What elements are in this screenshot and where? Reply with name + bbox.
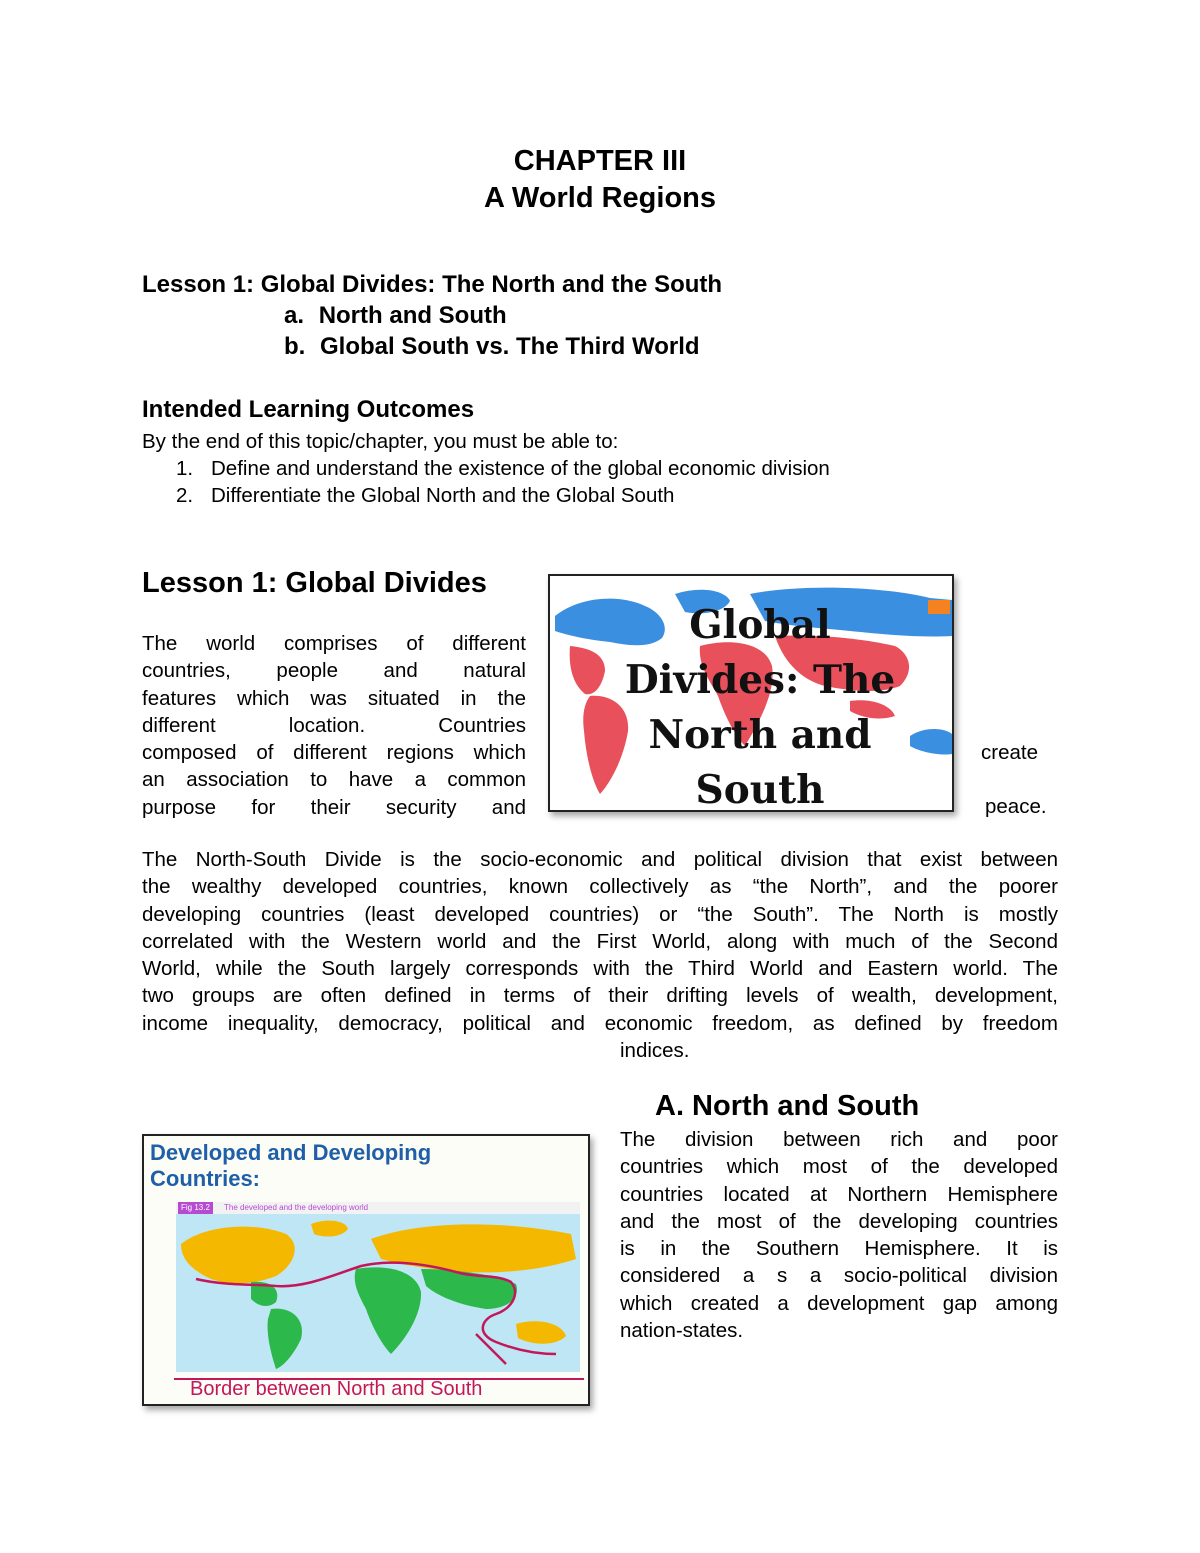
fig-title-line: Global: [689, 602, 831, 648]
item-text: Global South vs. The Third World: [320, 333, 700, 360]
paragraph-line: correlated with the Western world and the First World, along with much of the Second: [142, 929, 1058, 953]
chapter-title: CHAPTER III: [513, 145, 687, 177]
paragraph-line: developing countries (least developed countries) or “the South”. The North is mostly: [142, 902, 1058, 926]
fig2-label: Fig 13.2: [178, 1202, 213, 1214]
lesson1-intro: [142, 630, 526, 821]
section-a-line: nation-states.: [620, 1319, 744, 1343]
lesson-overview-item-b: [284, 331, 700, 362]
item-text: Define and understand the existence of the global economic division: [211, 457, 830, 480]
section-a-line: The division between rich and poor: [620, 1128, 1058, 1151]
north-south-paragraph: [142, 846, 1058, 1037]
paragraph-line: the wealthy developed countries, known collectively as “the North”, and the poorer: [142, 875, 1058, 899]
fig2-title-line: Countries:: [150, 1166, 260, 1191]
intro-line: different location. Countries: [142, 713, 526, 737]
developed-developing-map: [176, 1214, 580, 1372]
intro-line: purpose for their security and: [142, 795, 526, 819]
lesson-overview-title: Lesson 1: Global Divides: The North and the South: [142, 271, 723, 298]
section-a-line: countries which most of the developed: [620, 1155, 1058, 1179]
item-marker: b.: [284, 333, 306, 360]
section-a-line: countries located at Northern Hemisphere: [620, 1182, 1058, 1206]
outcomes-heading: Intended Learning Outcomes: [142, 396, 475, 423]
section-a-line: and the most of the developing countries: [620, 1209, 1058, 1233]
fig-title-line: North and: [648, 712, 872, 758]
intro-line: The world comprises of different: [142, 632, 526, 655]
global-divides-title: [590, 598, 930, 812]
section-a-line: considered a s a socio-political division: [620, 1264, 1058, 1288]
item-marker: 1.: [176, 457, 194, 480]
fig2-title-line: Developed and Developing: [150, 1140, 432, 1165]
intro-tail-peace: peace.: [985, 795, 1047, 818]
paragraph-last-line: indices.: [620, 1039, 690, 1062]
fig2-map-area: [176, 1202, 580, 1372]
section-a-text: [620, 1126, 1058, 1344]
chapter-subtitle: A World Regions: [484, 182, 716, 214]
fig2-title: [150, 1140, 431, 1192]
item-text: North and South: [318, 302, 507, 329]
intro-tail-create: create: [981, 741, 1038, 764]
fig-title-line: Divides: The: [624, 657, 896, 703]
outcome-item-2: [176, 482, 675, 509]
outcome-item-1: [176, 455, 830, 482]
paragraph-line: two groups are often defined in terms of their drifting levels of wealth, development,: [142, 984, 1058, 1008]
item-marker: 2.: [176, 484, 194, 507]
paragraph-line: income inequality, democracy, political and economic freedom, as defined by freedom: [142, 1011, 1058, 1035]
intro-line: composed of different regions which: [142, 741, 526, 765]
intro-line: countries, people and natural: [142, 659, 526, 683]
intro-line: features which was situated in the: [142, 686, 526, 710]
section-a-heading: A. North and South: [655, 1090, 920, 1122]
developed-developing-figure: [142, 1134, 590, 1406]
intro-line: an association to have a common: [142, 768, 526, 792]
outcomes-intro: By the end of this topic/chapter, you must be able to:: [142, 430, 619, 453]
fig-title-line: South: [695, 767, 825, 812]
item-marker: a.: [284, 302, 305, 329]
paragraph-line: World, while the South largely corresponds with the Third World and Eastern world. The: [142, 957, 1058, 981]
fig2-border-label: Border between North and South: [190, 1378, 483, 1400]
section-a-line: which created a development gap among: [620, 1291, 1058, 1315]
paragraph-line: The North-South Divide is the socio-economic and political division that exist between: [142, 848, 1058, 871]
section-a-line: is in the Southern Hemisphere. It is: [620, 1237, 1058, 1261]
lesson-overview-item-a: [284, 300, 507, 331]
global-divides-figure: [548, 574, 954, 812]
fig2-caption: The developed and the developing world: [224, 1203, 369, 1212]
item-text: Differentiate the Global North and the Global South: [211, 484, 675, 507]
lesson1-heading: Lesson 1: Global Divides: [142, 567, 487, 599]
